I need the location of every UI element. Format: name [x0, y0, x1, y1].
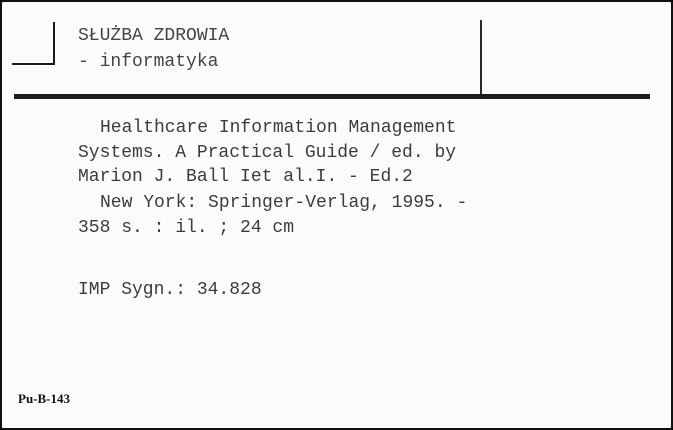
- corner-bracket-horizontal: [12, 63, 55, 65]
- header-divider: [480, 20, 482, 96]
- subject-heading: SŁUŻBA ZDROWIA: [78, 26, 230, 46]
- description-line-1: Healthcare Information Management: [100, 118, 457, 138]
- corner-bracket-vertical: [53, 22, 55, 64]
- call-number: IMP Sygn.: 34.828: [78, 280, 262, 300]
- description-line-3: Marion J. Ball Iet al.I. - Ed.2: [78, 167, 413, 187]
- physical-description-line: 358 s. : il. ; 24 cm: [78, 218, 295, 238]
- card-code: Pu-B-143: [18, 391, 70, 406]
- publication-line: New York: Springer-Verlag, 1995. -: [100, 193, 468, 213]
- subject-subheading: - informatyka: [78, 52, 219, 72]
- heading-rule: [14, 94, 650, 99]
- description-line-2: Systems. A Practical Guide / ed. by: [78, 143, 457, 163]
